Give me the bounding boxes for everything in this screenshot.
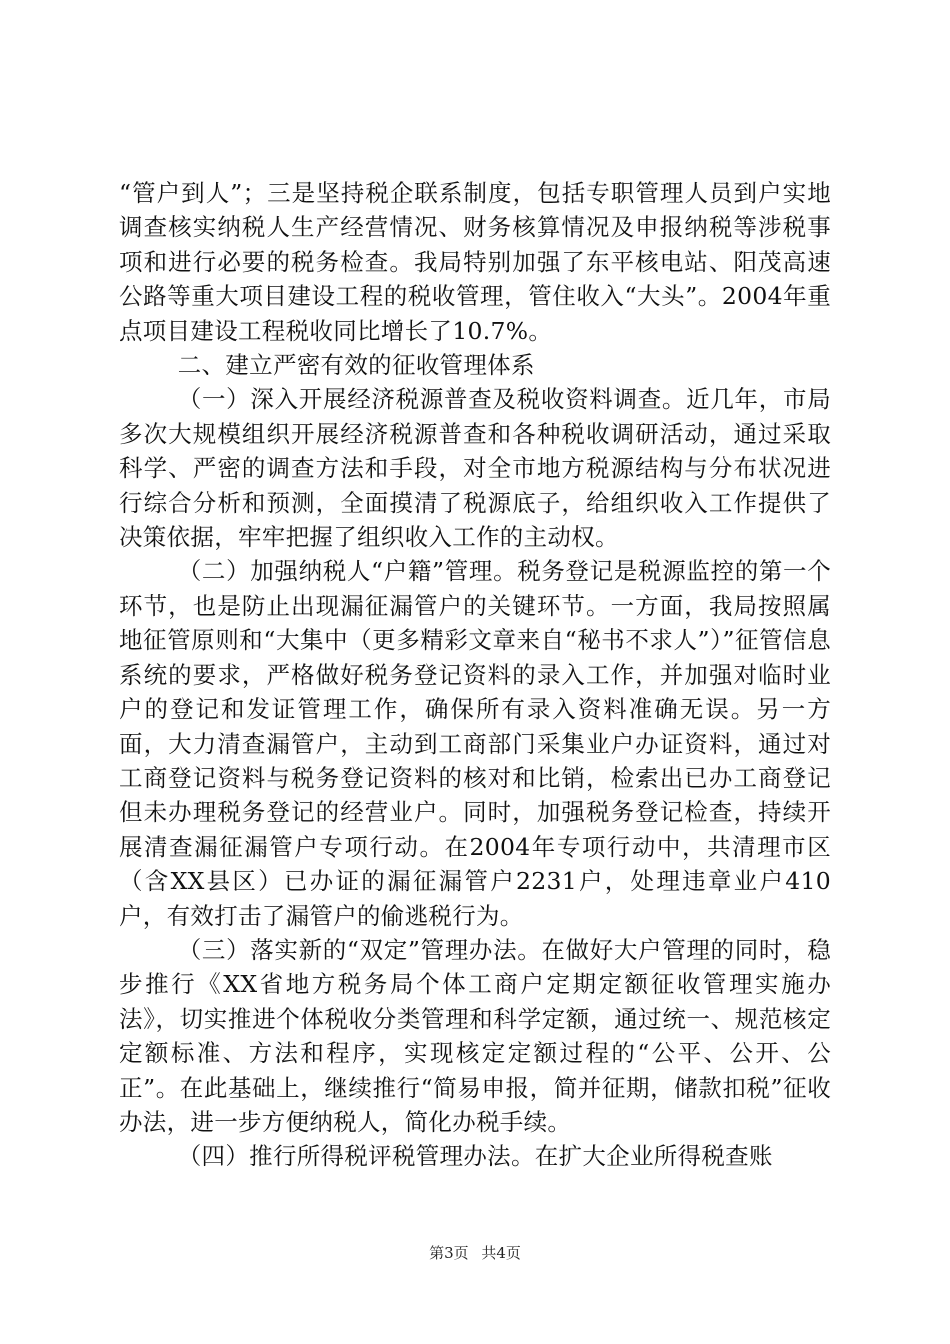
document-body [119,176,831,1174]
paragraph-item-3: （三）落实新的“双定”管理办法。在做好大户管理的同时，稳步推行《XX省地方税务局个体工商户定期定额征收管理实施办法》，切实推进个体税收分类管理和科学定额，通过统一、规范核定定额标准、方法和程序，实现核定定额过程的“公平、公开、公正”。在此基础上，继续推行“简易申报，简并征期，储款扣税”征收办法，进一步方便纳税人，简化办税手续。 [119,935,831,1136]
section-heading: 二、建立严密有效的征收管理体系 [177,351,535,380]
page-number: 第3页 [429,1244,469,1262]
page-footer [0,1243,950,1263]
paragraph-continuation: “管户到人”；三是坚持税企联系制度，包括专职管理人员到户实地调查核实纳税人生产经营情况、财务核算情况及申报纳税等涉税事项和进行必要的税务检查。我局特别加强了东平核电站、阳茂高速公路等重大项目建设工程的税收管理，管住收入“大头”。2004年重点项目建设工程税收同比增长了10.7%。 [119,179,831,345]
page-total: 共4页 [481,1244,521,1262]
paragraph-item-4: （四）推行所得税评税管理办法。在扩大企业所得税查账 [177,1142,773,1171]
paragraph-item-2: （二）加强纳税人“户籍”管理。税务登记是税源监控的第一个环节，也是防止出现漏征漏管户的关键环节。一方面，我局按照属地征管原则和“大集中（更多精彩文章来自“秘书不求人”）”征管信息系统的要求，严格做好税务登记资料的录入工作，并加强对临时业户的登记和发证管理工作，确保所有录入资料准确无误。另一方面，大力清查漏管户，主动到工商部门采集业户办证资料，通过对工商登记资料与税务登记资料的核对和比销，检索出已办工商登记但未办理税务登记的经营业户。同时，加强税务登记检查，持续开展清查漏征漏管户专项行动。在2004年专项行动中，共清理市区（含XX县区）已办证的漏征漏管户2231户，处理违章业户410户，有效打击了漏管户的偷逃税行为。 [119,557,831,930]
paragraph-item-1: （一）深入开展经济税源普查及税收资料调查。近几年，市局多次大规模组织开展经济税源普查和各种税收调研活动，通过采取科学、严密的调查方法和手段，对全市地方税源结构与分布状况进行综合分析和预测，全面摸清了税源底子，给组织收入工作提供了决策依据，牢牢把握了组织收入工作的主动权。 [119,385,831,552]
